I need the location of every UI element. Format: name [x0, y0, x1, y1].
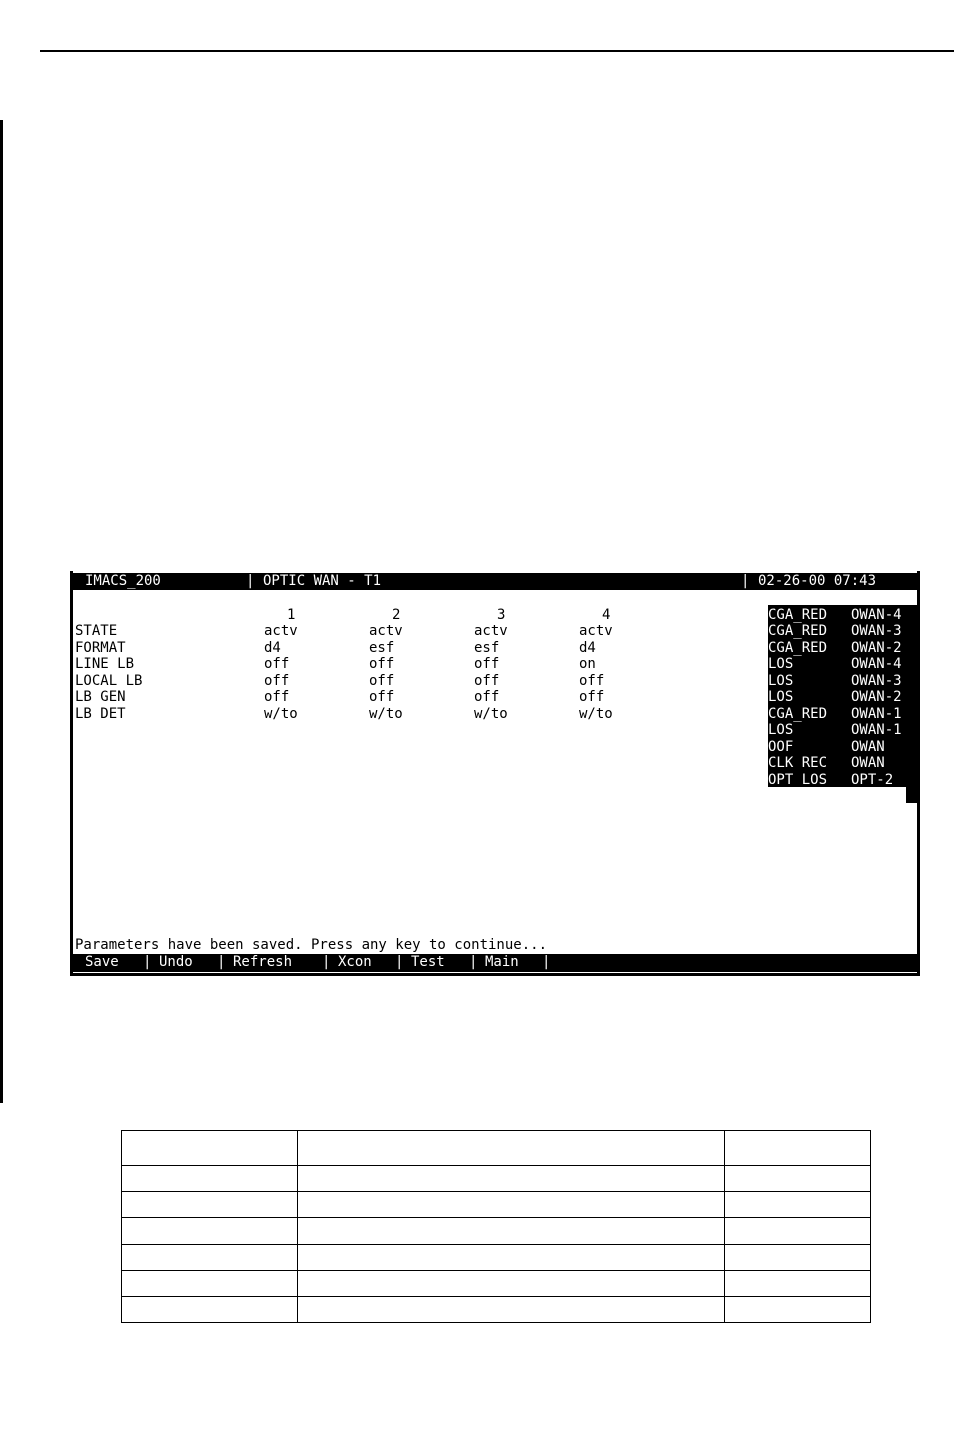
format-value-1[interactable]: d4 — [264, 640, 281, 656]
table-row — [122, 1270, 871, 1296]
table-cell — [122, 1131, 298, 1166]
state-value-3[interactable]: actv — [474, 623, 508, 639]
table-cell — [122, 1296, 298, 1322]
row-label-state: STATE — [75, 623, 118, 639]
menu-separator: | — [542, 954, 551, 970]
menu-separator: | — [217, 954, 226, 970]
terminal-screen — [70, 571, 920, 976]
page-top-rule — [40, 50, 954, 52]
table-cell — [725, 1131, 871, 1166]
table-cell — [122, 1166, 298, 1192]
table-cell — [297, 1244, 724, 1270]
line-lb-value-2[interactable]: off — [369, 656, 395, 672]
table-cell — [297, 1296, 724, 1322]
alarm-type: CGA_RED — [768, 640, 828, 656]
table-row — [122, 1296, 871, 1322]
menu-separator: | — [469, 954, 478, 970]
row-label-lb-det: LB DET — [75, 706, 126, 722]
alarm-type: CGA_RED — [768, 623, 828, 639]
alarm-port: OWAN-4 — [851, 607, 902, 623]
menu-xcon[interactable]: Xcon — [338, 954, 372, 970]
blank-table — [121, 1130, 871, 1323]
table-cell — [297, 1270, 724, 1296]
lb-det-value-3[interactable]: w/to — [474, 706, 508, 722]
menu-undo[interactable]: Undo — [159, 954, 193, 970]
header-separator: | — [246, 573, 255, 589]
menu-separator: | — [143, 954, 152, 970]
column-header: 3 — [497, 607, 506, 623]
lb-det-value-2[interactable]: w/to — [369, 706, 403, 722]
alarm-type: OOF — [768, 739, 794, 755]
line-lb-value-4[interactable]: on — [579, 656, 596, 672]
menu-separator: | — [322, 954, 331, 970]
table-cell — [297, 1192, 724, 1218]
state-value-2[interactable]: actv — [369, 623, 403, 639]
alarm-type: LOS — [768, 656, 794, 672]
column-header: 1 — [287, 607, 296, 623]
alarm-port: OWAN-1 — [851, 706, 902, 722]
alarm-port: OWAN-3 — [851, 673, 902, 689]
local-lb-value-4[interactable]: off — [579, 673, 605, 689]
alarm-type: CGA_RED — [768, 607, 828, 623]
state-value-4[interactable]: actv — [579, 623, 613, 639]
local-lb-value-3[interactable]: off — [474, 673, 500, 689]
state-value-1[interactable]: actv — [264, 623, 298, 639]
alarm-panel — [768, 605, 917, 787]
table-cell — [122, 1192, 298, 1218]
table-row — [122, 1218, 871, 1244]
table-cell — [297, 1131, 724, 1166]
column-header: 4 — [602, 607, 611, 623]
table-cell — [725, 1296, 871, 1322]
alarm-port: OPT-2 — [851, 772, 894, 788]
lb-det-value-4[interactable]: w/to — [579, 706, 613, 722]
row-label-format: FORMAT — [75, 640, 126, 656]
header-datetime: 02-26-00 07:43 — [758, 573, 877, 589]
alarm-type: CGA_RED — [768, 706, 828, 722]
alarm-type: CLK REC — [768, 755, 828, 771]
table-cell — [725, 1270, 871, 1296]
line-lb-value-1[interactable]: off — [264, 656, 290, 672]
format-value-3[interactable]: esf — [474, 640, 500, 656]
alarm-port: OWAN-3 — [851, 623, 902, 639]
status-message: Parameters have been saved. Press any key to continue... — [75, 937, 548, 953]
menu-separator: | — [395, 954, 404, 970]
row-label-lb-gen: LB GEN — [75, 689, 126, 705]
alarm-port: OWAN-2 — [851, 640, 902, 656]
lb-gen-value-3[interactable]: off — [474, 689, 500, 705]
column-header: 2 — [392, 607, 401, 623]
line-lb-value-3[interactable]: off — [474, 656, 500, 672]
table-cell — [122, 1270, 298, 1296]
alarm-type: OPT LOS — [768, 772, 828, 788]
table-cell — [297, 1218, 724, 1244]
row-label-local-lb: LOCAL LB — [75, 673, 143, 689]
screen-title: OPTIC WAN - T1 — [263, 573, 382, 589]
table-cell — [725, 1166, 871, 1192]
table-row — [122, 1192, 871, 1218]
menu-test[interactable]: Test — [411, 954, 445, 970]
alarm-port: OWAN-2 — [851, 689, 902, 705]
local-lb-value-1[interactable]: off — [264, 673, 290, 689]
menu-main[interactable]: Main — [485, 954, 519, 970]
table-row — [122, 1166, 871, 1192]
alarm-type: LOS — [768, 689, 794, 705]
alarm-port: OWAN — [851, 755, 885, 771]
lb-gen-value-4[interactable]: off — [579, 689, 605, 705]
system-name: IMACS_200 — [85, 573, 161, 589]
table-cell — [725, 1244, 871, 1270]
local-lb-value-2[interactable]: off — [369, 673, 395, 689]
format-value-4[interactable]: d4 — [579, 640, 596, 656]
table-cell — [122, 1244, 298, 1270]
lb-gen-value-2[interactable]: off — [369, 689, 395, 705]
lb-gen-value-1[interactable]: off — [264, 689, 290, 705]
alarm-type: LOS — [768, 722, 794, 738]
alarm-port: OWAN-4 — [851, 656, 902, 672]
table-row — [122, 1244, 871, 1270]
format-value-2[interactable]: esf — [369, 640, 395, 656]
command-menu-bar — [73, 954, 917, 972]
menu-refresh[interactable]: Refresh — [233, 954, 293, 970]
row-label-line-lb: LINE LB — [75, 656, 135, 672]
terminal-header — [73, 573, 917, 590]
table-cell — [122, 1218, 298, 1244]
table-cell — [725, 1192, 871, 1218]
alarm-type: LOS — [768, 673, 794, 689]
table-cell — [725, 1218, 871, 1244]
lb-det-value-1[interactable]: w/to — [264, 706, 298, 722]
header-separator: | — [741, 573, 750, 589]
alarm-port: OWAN — [851, 739, 885, 755]
menu-save[interactable]: Save — [85, 954, 119, 970]
table-header-row — [122, 1131, 871, 1166]
alarm-port: OWAN-1 — [851, 722, 902, 738]
table-cell — [297, 1166, 724, 1192]
alarm-panel-cursor — [906, 787, 917, 803]
change-bar — [0, 120, 3, 1103]
